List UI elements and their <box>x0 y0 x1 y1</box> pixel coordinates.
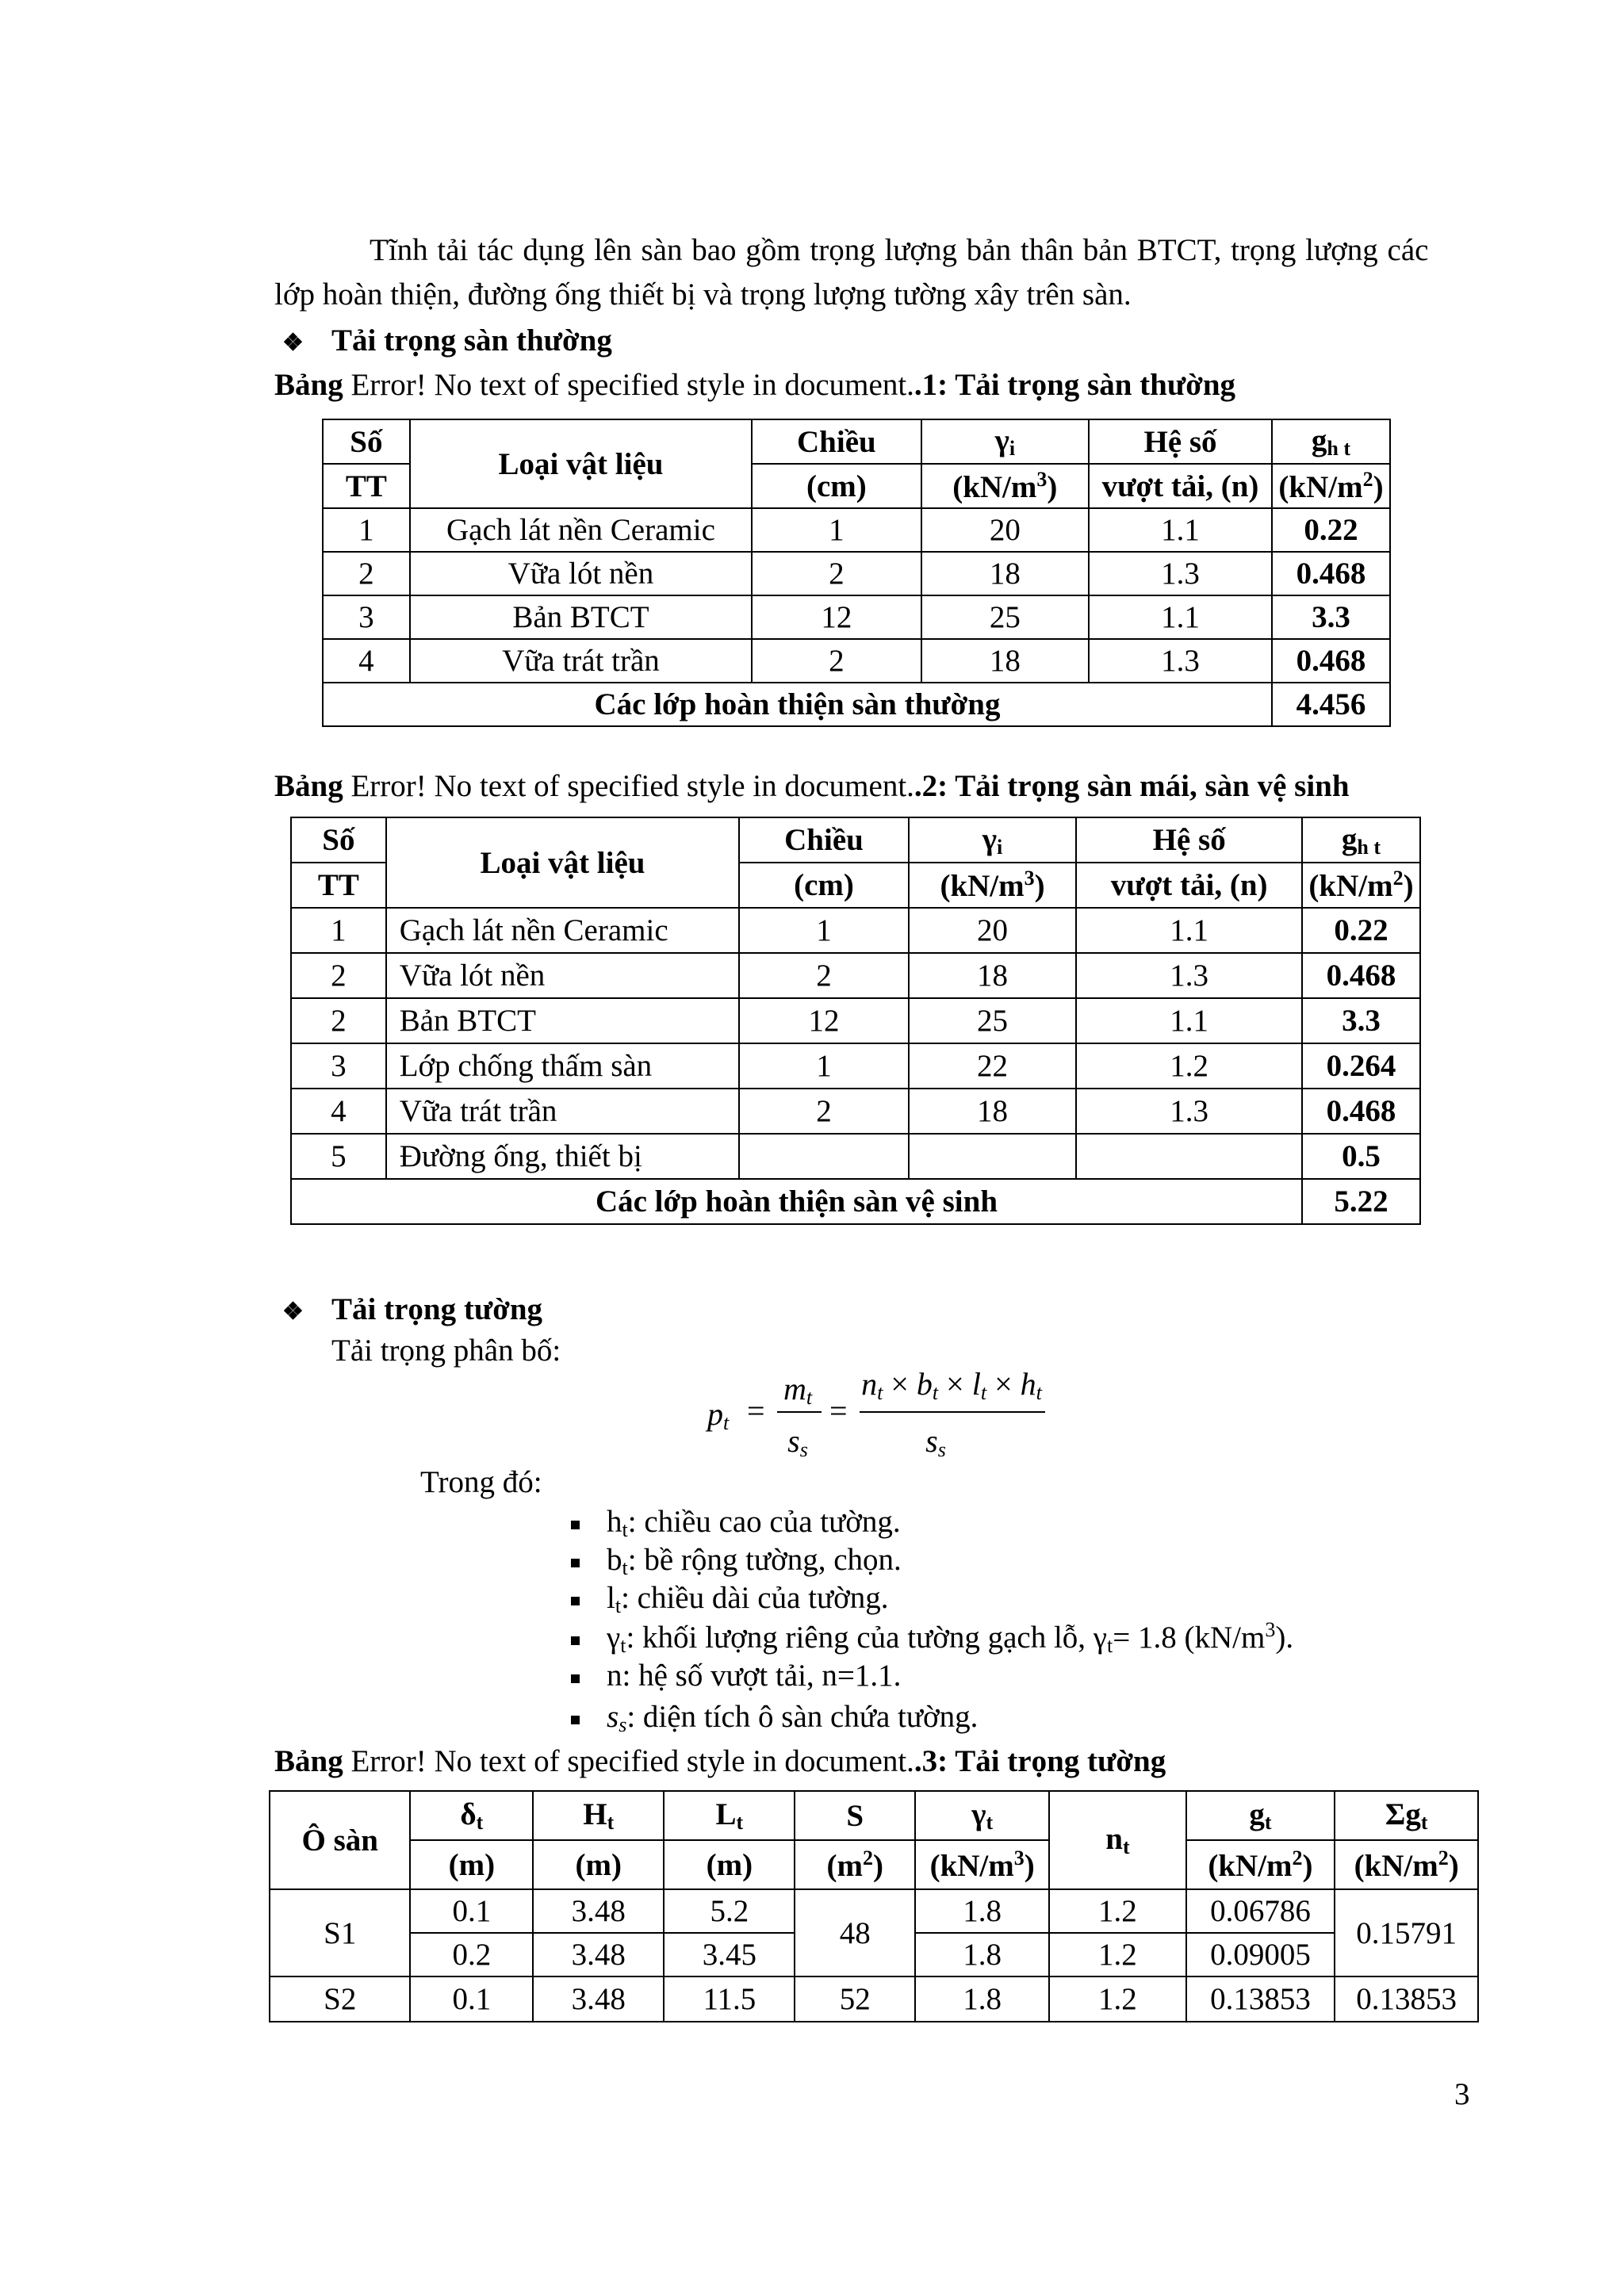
table-row: 3 Bản BTCT 12 25 1.1 3.3 <box>323 595 1390 639</box>
section-heading-floor-load <box>282 322 612 361</box>
list-item: $\gamma_t$: khối lượng riêng của tường gạch lỗ, $\gamma_t= 1.8$ $(kN/m^3)$. <box>571 1617 1293 1659</box>
header-g-unit: $(kN/m^2)$ <box>1272 464 1390 508</box>
header-stt-2: TT <box>323 464 410 508</box>
where-label: Trong đó: <box>420 1465 542 1499</box>
table-total-row: Các lớp hoàn thiện sàn vệ sinh 5.22 <box>291 1179 1420 1224</box>
intro-line-1: Tĩnh tải tác dụng lên sàn bao gồm trọng lượng bản thân bản BTCT, trọng lượng các <box>370 233 1429 267</box>
total-value: 4.456 <box>1272 683 1390 726</box>
numerator-product: $n_t \times b_t \times l_t \times h_t$ <box>861 1366 1042 1404</box>
document-page: Tĩnh tải tác dụng lên sàn bao gồm trọng lượng bản thân bản BTCT, trọng lượng các lớp hoàn thiện, đường ống thiết bị và trọng lượng tường xây trên sàn. ❖ Tải trọng sàn thường Bảng Error! No text of specified style in document..1: Tải trọng sàn thường Số Loại vật liệu Chiều $\gamma_i$ Hệ số $g_{h t}$ TT (cm) $(kN/m^3)$ vượt tải, (n) $(kN/m^2)$ 1 Gạch lát nền Ceramic 1 20 1.1 0.22 2 Vữa lót nền 2 18 1.3 0.468 3 Bản BTCT 12 25 1.1 3.3 4 Vữa trát trần 2 18 1.3 0.468 Các lớp hoàn thiện sàn thường 4.456 Bảng Error! No text of specified style in document..2: Tải trọng sàn mái, sàn vệ sinh Số Loại vật liệu Chiều $\gamma_i$ Hệ số $g_{h t}$ TT (cm) $(kN/m^3)$ vượt tải, (n) $(kN/m^2)$ 1 Gạch lát nền Ceramic 1 20 1.1 0.22 2 Vữa lót nền 2 18 1.3 0.468 2 Bản BTCT 12 25 1.1 3.3 3 Lớp chống thấm sàn 1 22 1.2 0.264 4 Vữa trát trần 2 18 1.3 0.468 5 Đường ống, thiết bị 0.5 Các lớp hoàn thiện sàn vệ sinh 5.22 ❖ Tải trọng tường Tải trọng phân bố: $p_t$ = $m_t$ $s_s$ = $n_t \times b_t \times l_t \times h_t$ $s_s$ Trong đó: $h_t$: chiều cao của tường. $b_t$: bề rộng tường, chọn. $l_t$: chiều dài của tường. $\gamma_t$: khối lượng riêng của tường gạch lỗ, $\gamma_t= 1.8$ $(kN/m^3)$. n: hệ số vượt tải, n=1.1. $s_s$: diện tích ô sàn chứa tường. Bảng Error! No text of specified style in document..3: Tải trọng tường Ô sàn $\delta_t$ $H_t$ $L_t$ S $\gamma_t$ $n_t$ $g_t$ $\Sigma g_t$ (m) (m) (m) $(m^2)$ $(kN/m^3)$ $(kN/m^2)$ $(kN/m^2)$ S1 0.1 3.48 5.2 48 1.8 1.2 0.06786 0.15791 0.2 3.48 3.45 1.8 1.2 0.09005 S2 0.1 3.48 11.5 52 1.8 1.2 0.13853 0.13853 3 <box>0 0 1624 2296</box>
table-row: 1 Gạch lát nền Ceramic 1 20 1.1 0.22 <box>323 508 1390 552</box>
table-floor-load <box>322 419 1391 727</box>
square-bullet-icon <box>571 1674 580 1683</box>
table-1-caption <box>274 366 1235 405</box>
table-row: 1 Gạch lát nền Ceramic 1 20 1.1 0.22 <box>291 908 1420 953</box>
list-item: $l_t$: chiều dài của tường. <box>571 1579 888 1620</box>
total-label: Các lớp hoàn thiện sàn thường <box>323 683 1272 726</box>
square-bullet-icon <box>571 1716 580 1724</box>
table-row: S1 0.1 3.48 5.2 48 1.8 1.2 0.06786 0.15791 <box>270 1889 1478 1933</box>
intro-line-2: lớp hoàn thiện, đường ống thiết bị và trọng lượng tường xây trên sàn. <box>274 277 1132 312</box>
header-thickness: Chiều <box>752 419 921 464</box>
square-bullet-icon <box>571 1597 580 1605</box>
section-heading-wall-load: ❖ Tải trọng tường <box>282 1292 543 1326</box>
list-item: n: hệ số vượt tải, n=1.1. <box>571 1657 901 1696</box>
table-row: 2 Bản BTCT 12 25 1.1 3.3 <box>291 998 1420 1043</box>
caption-suffix: .1: Tải trọng sàn thường <box>914 368 1236 402</box>
square-bullet-icon <box>571 1559 580 1567</box>
table-wall-load: Ô sàn $\delta_t$ $H_t$ $L_t$ S $\gamma_t$ $n_t$ $g_t$ $\Sigma g_t$ (m) (m) (m) $(m^2)$ $(kN/m^3)$ $(kN/m^2)$ $(kN/m^2)$ S1 0.1 3.48 5.2 48 1.8 1.2 0.06786 0.15791 0.2 3.48 3.45 1.8 1.2 0.09005 S2 0.1 3.48 11.5 52 1.8 1.2 0.13853 0.13853 <box>269 1790 1479 2022</box>
list-item: $h_t$: chiều cao của tường. <box>571 1503 901 1544</box>
diamond-bullet-icon: ❖ <box>282 330 304 356</box>
header-gamma-unit: $(kN/m^3)$ <box>921 464 1090 508</box>
table-2-caption: Bảng Error! No text of specified style in document..2: Tải trọng sàn mái, sàn vệ sinh <box>274 769 1350 803</box>
section-title: Tải trọng sàn thường <box>331 323 612 358</box>
page-number: 3 <box>1454 2077 1470 2111</box>
table-total-row <box>323 683 1390 726</box>
table-roof-wc-load: Số Loại vật liệu Chiều $\gamma_i$ Hệ số $g_{h t}$ TT (cm) $(kN/m^3)$ vượt tải, (n) $(kN/m^2)$ 1 Gạch lát nền Ceramic 1 20 1.1 0.22 2 Vữa lót nền 2 18 1.3 0.468 2 Bản BTCT 12 25 1.1 3.3 3 Lớp chống thấm sàn 1 22 1.2 0.264 4 Vữa trát trần 2 18 1.3 0.468 5 Đường ống, thiết bị 0.5 Các lớp hoàn thiện sàn vệ sinh 5.22 <box>290 817 1421 1225</box>
header-coef: Hệ số <box>1089 419 1272 464</box>
header-thickness-unit: (cm) <box>752 464 921 508</box>
table-3-caption: Bảng Error! No text of specified style in document..3: Tải trọng tường <box>274 1744 1166 1778</box>
diamond-bullet-icon: ❖ <box>282 1299 304 1325</box>
header-gamma: $\gamma_i$ <box>921 419 1090 464</box>
header-stt: Số <box>323 419 410 464</box>
caption-error: Error! No text of specified style in document. <box>350 368 914 402</box>
header-g: $g_{h t}$ <box>1272 419 1390 464</box>
table-row: 2 Vữa lót nền 2 18 1.3 0.468 <box>323 552 1390 595</box>
table-row: S2 0.1 3.48 11.5 52 1.8 1.2 0.13853 0.13853 <box>270 1976 1478 2022</box>
table-row: 4 Vữa trát trần 2 18 1.3 0.468 <box>323 639 1390 683</box>
list-item: $s_s$: diện tích ô sàn chứa tường. <box>571 1698 978 1739</box>
header-coef-2: vượt tải, (n) <box>1089 464 1272 508</box>
table-row: 3 Lớp chống thấm sàn 1 22 1.2 0.264 <box>291 1043 1420 1089</box>
table-row: 2 Vữa lót nền 2 18 1.3 0.468 <box>291 953 1420 998</box>
header-material: Loại vật liệu <box>410 419 752 508</box>
square-bullet-icon <box>571 1521 580 1529</box>
table-row: 4 Vữa trát trần 2 18 1.3 0.468 <box>291 1089 1420 1134</box>
table-row: 0.2 3.48 3.45 1.8 1.2 0.09005 <box>270 1933 1478 1976</box>
caption-prefix: Bảng <box>274 368 343 402</box>
list-item: $b_t$: bề rộng tường, chọn. <box>571 1541 902 1582</box>
table-row: 5 Đường ống, thiết bị 0.5 <box>291 1134 1420 1179</box>
square-bullet-icon <box>571 1636 580 1645</box>
distributed-load-label: Tải trọng phân bố: <box>331 1334 561 1368</box>
